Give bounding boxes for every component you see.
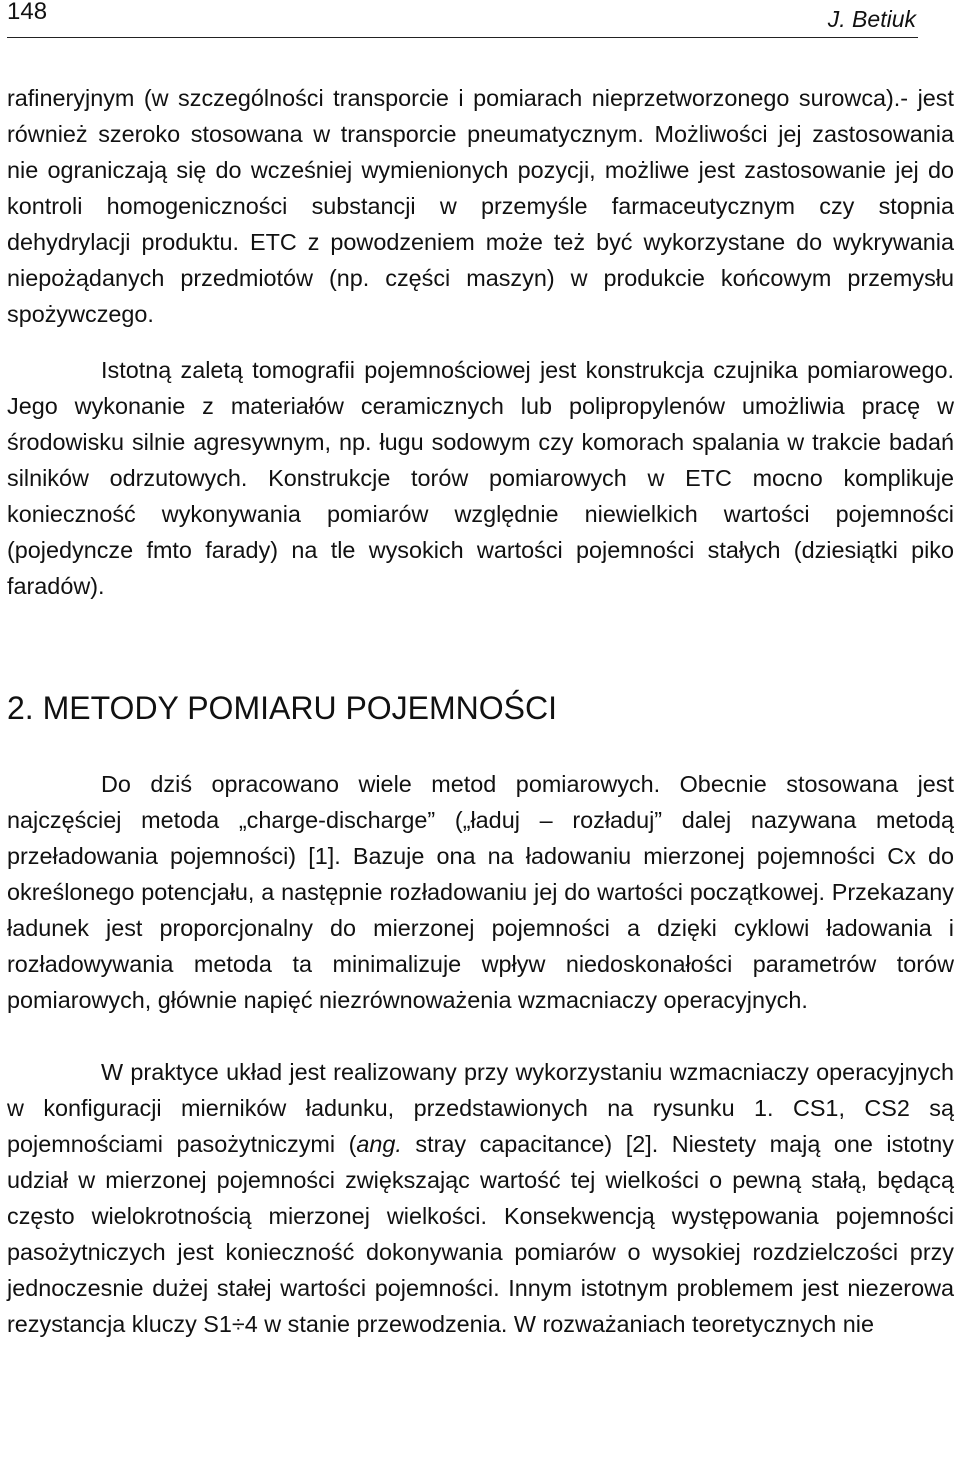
paragraph-sensor-advantages: Istotną zaletą tomografii pojemnościowej jest konstrukcja czujnika pomiarowego. Jego wykonanie z materiałów ceramicznych lub polipropylenów umożliwia pracę w środowisku silnie agresywnym, np. ługu sodowym czy komorach spalania w trakcie badań silników odrzutowych. Konstrukcje torów pomiarowych w ETC mocno komplikuje konieczność wykonywania pomiarów względnie niewielkich wartości pojemności (pojedyncze fmto farady) na tle wysokich wartości pojemności stałych (dziesiątki piko faradów).: [7, 357, 954, 599]
section-heading: 2. METODY POMIARU POJEMNOŚCI: [7, 690, 558, 726]
paragraph-applications: rafineryjnym (w szczególności transporcie i pomiarach nieprzetworzonego surowca).- jest również szeroko stosowana w transporcie pneumatycznym. Możliwości jej zastosowania nie ograniczają się do wcześniej wymienionych pozycji, możliwe jest zastosowanie jej do kontroli homogeniczności substancji w przemyśle farmaceutycznym czy stopnia dehydrylacji produktu. ETC z powodzeniem może też być wykorzystane do wykrywania niepożądanych przedmiotów (np. części maszyn) w produkcie końcowym przemysłu spożywczego.: [7, 85, 954, 327]
paragraph-practical-circuit: [7, 1054, 954, 1342]
paragraph-text-part: W praktyce układ jest realizowany przy wykorzystaniu wzmacniaczy operacyjnych w konfiguracji mierników ładunku, przedstawionych na rysunku 1. CS1, CS2 są pojemnościami pasożytniczymi (: [7, 1059, 954, 1157]
page-body: [7, 80, 954, 1342]
paragraph-charge-discharge: Do dziś opracowano wiele metod pomiarowych. Obecnie stosowana jest najczęściej metoda „charge-discharge” („ładuj – rozładuj” dalej nazywana metodą przeładowania pojemności) [1]. Bazuje ona na ładowaniu mierzonej pojemności Cx do określonego potencjału, a następnie rozładowaniu jej do wartości początkowej. Przekazany ładunek jest proporcjonalny do mierzonej pojemności a dzięki cyklowi ładowania i rozładowywania metoda ta minimalizuje wpływ niedoskonałości parametrów torów pomiarowych, głównie napięć niezrównoważenia wzmacniaczy operacyjnych.: [7, 771, 954, 1013]
page-number: 148: [7, 0, 48, 25]
running-author: J. Betiuk: [827, 6, 916, 32]
paragraph-text-part: stray capacitance) [2]. Niestety mają one istotny udział w mierzonej pojemności zwiększając wartość tej wielkości o pewną stałą, będącą często wielokrotnością mierzonej wielkości. Konsekwencją występowania pojemności pasożytniczych jest konieczność dokonywania pomiarów o wysokiej rozdzielczości przy jednoczesnie dużej stałej wartości pojemności. Innym istotnym problemem jest niezerowa rezystancja kluczy S1÷4 w stanie przewodzenia. W rozważaniach teoretycznych nie: [7, 1131, 954, 1337]
page-header: [7, 0, 918, 38]
paragraph-italic-text: ang.: [356, 1131, 402, 1157]
